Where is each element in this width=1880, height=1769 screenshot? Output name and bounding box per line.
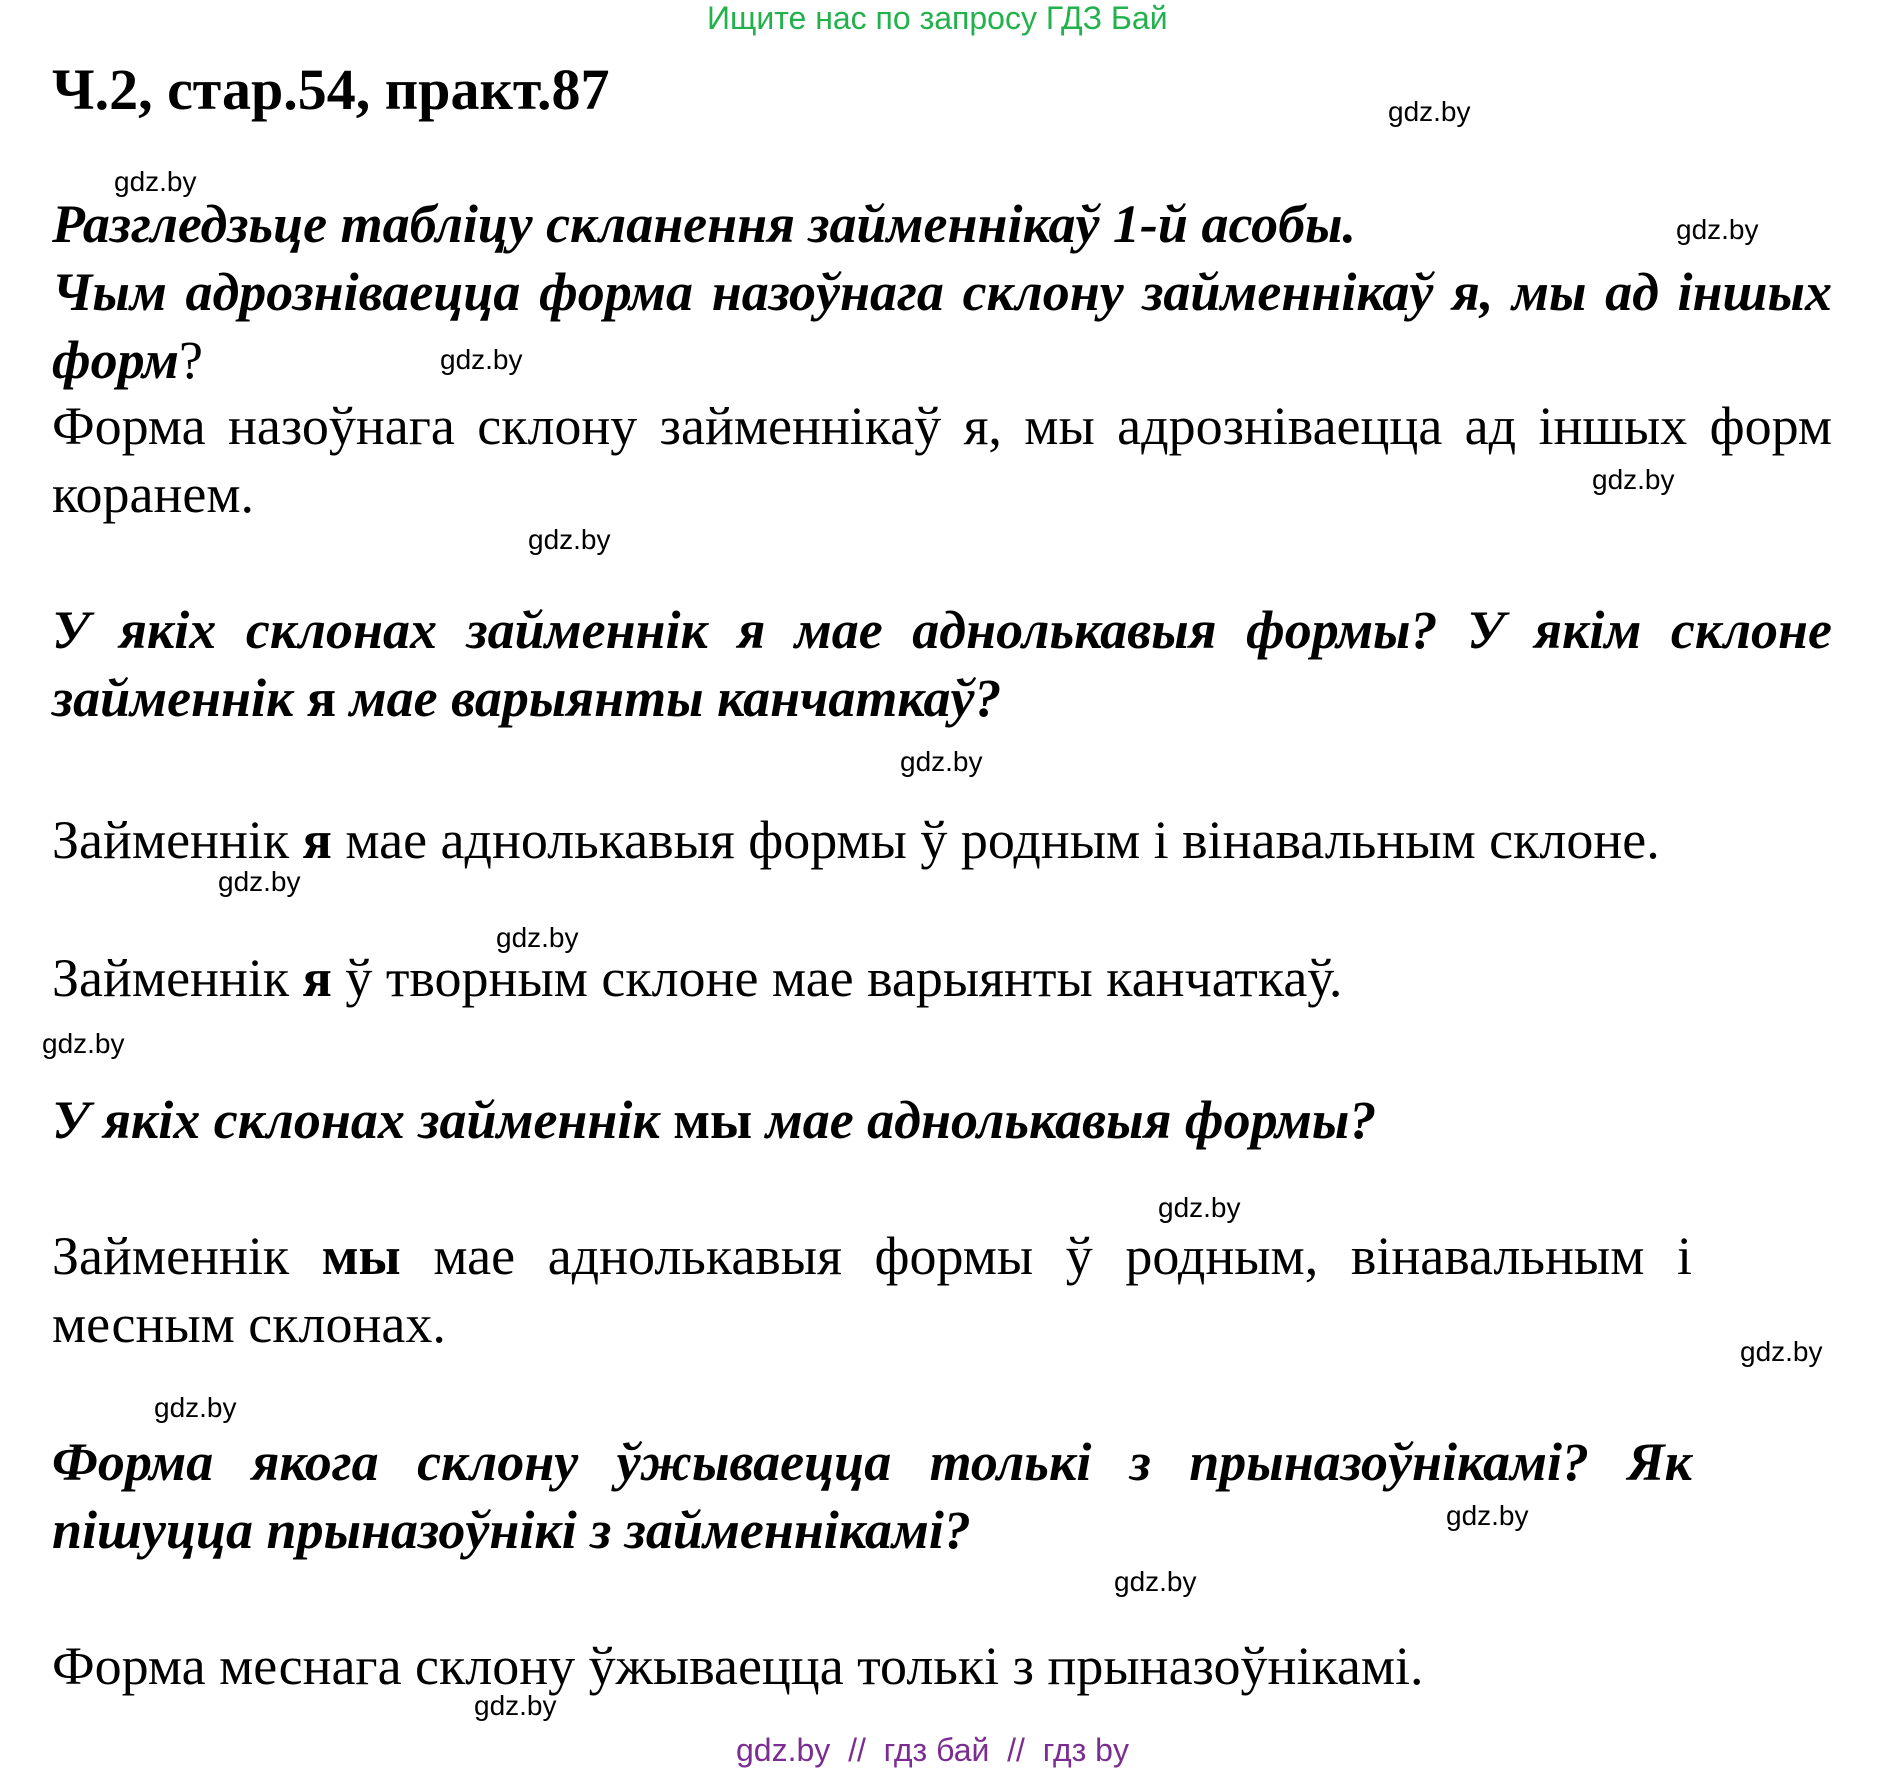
watermark: gdz.by (218, 866, 301, 897)
watermark: gdz.by (1446, 1500, 1529, 1531)
watermark: gdz.by (496, 922, 579, 953)
footer-links: gdz.by // гдз бай // гдз by (736, 1732, 1129, 1768)
answer-2: Займеннік я мае аднолькавыя формы ў родным і вінавальным склоне. (52, 810, 1660, 870)
watermark: gdz.by (1676, 214, 1759, 245)
watermark: gdz.by (1592, 464, 1675, 495)
watermark: gdz.by (1158, 1192, 1241, 1223)
question-1-line2: Чым адрозніваецца форма назоўнага склону займеннікаў я, мы ад іншых форм? (52, 262, 1832, 390)
watermark: gdz.by (440, 344, 523, 375)
watermark: gdz.by (1114, 1566, 1197, 1597)
answer-3: Займеннік я ў творным склоне мае варыянты канчаткаў. (52, 948, 1343, 1008)
watermark: gdz.by (1740, 1336, 1823, 1367)
watermark: gdz.by (474, 1690, 557, 1721)
watermark: gdz.by (42, 1028, 125, 1059)
question-2: У якіх склонах займеннік я мае аднолькавыя формы? У якім склоне займеннік я мае варыянты канчаткаў? (52, 600, 1832, 728)
answer-5: Форма меснага склону ўжываецца толькі з прыназоўнікамі. (52, 1636, 1424, 1696)
question-1-line1: Разгледзьце табліцу скланення займеннікаў 1-й асобы. (52, 194, 1356, 254)
page-title: Ч.2, стар.54, практ.87 (52, 57, 610, 122)
answer-1: Форма назоўнага склону займеннікаў я, мы адрозніваецца ад іншых форм коранем. (52, 396, 1832, 524)
top-banner: Ищите нас по запросу ГДЗ Бай (707, 0, 1168, 36)
watermark: gdz.by (528, 524, 611, 555)
watermark: gdz.by (114, 166, 197, 197)
question-3: У якіх склонах займеннік мы мае аднолькавыя формы? (52, 1090, 1377, 1150)
watermark: gdz.by (154, 1392, 237, 1423)
question-4: Форма якога склону ўжываецца толькі з прыназоўнікамі? Як пішуцца прыназоўнікі з займеннікамі? (52, 1432, 1692, 1560)
watermark: gdz.by (1388, 96, 1471, 127)
question-1 (52, 190, 1832, 394)
answer-4: Займеннік мы мае аднолькавыя формы ў родным, вінавальным і месным склонах. (52, 1226, 1692, 1354)
watermark: gdz.by (900, 746, 983, 777)
